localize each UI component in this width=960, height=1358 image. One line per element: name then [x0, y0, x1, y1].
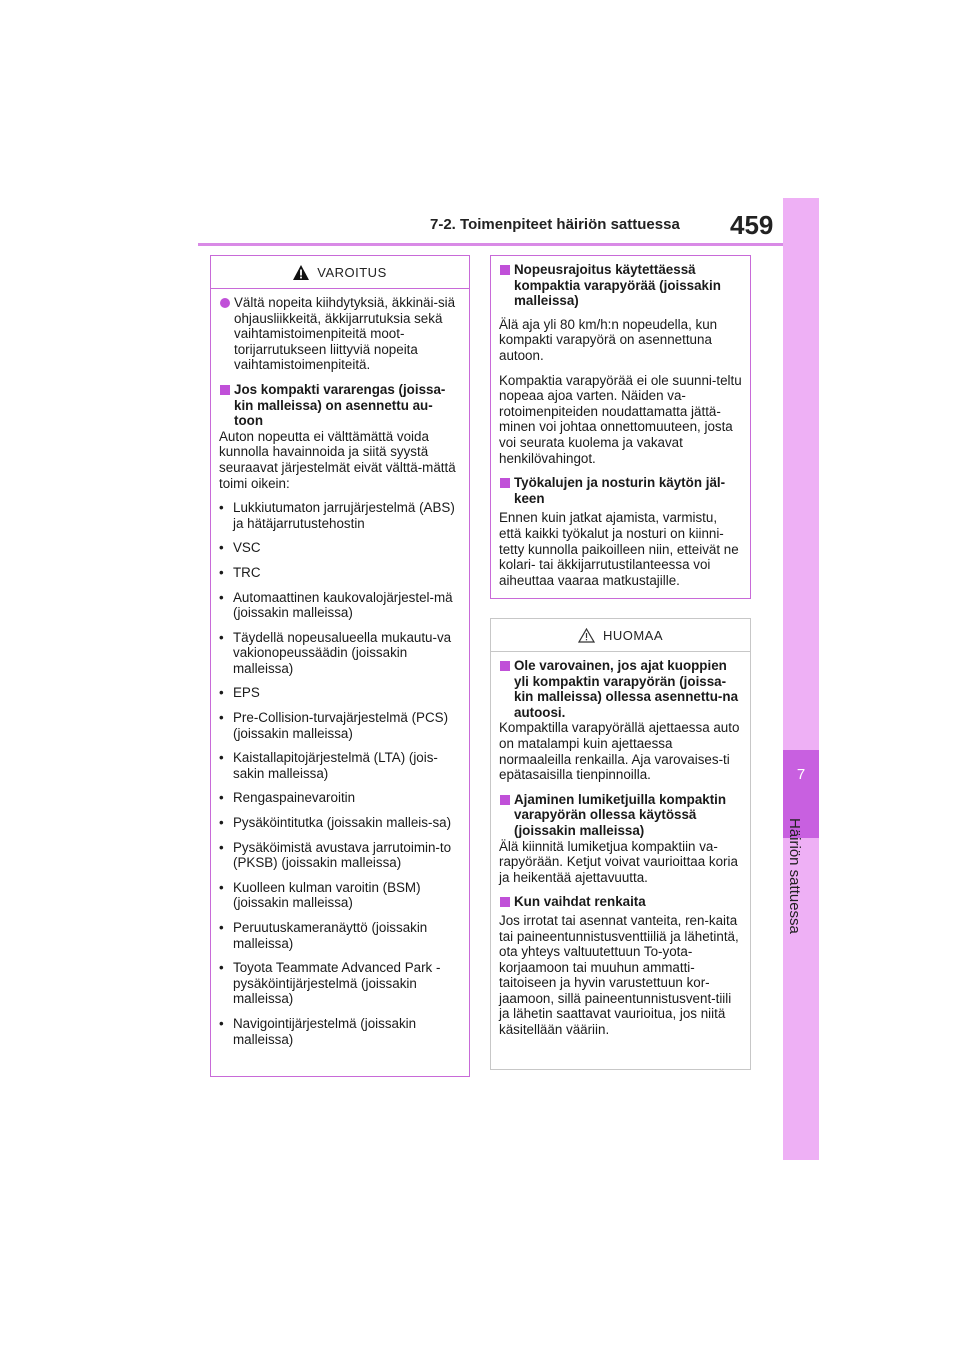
tools-heading: Työkalujen ja nosturin käytön jäl-keen: [499, 475, 742, 506]
list-item: • Navigointijärjestelmä (joissakin malleissa): [219, 1015, 417, 1047]
speed-text-a: Älä aja yli 80 km/h:n nopeudella, kun kompakti varapyörä on asennettuna autoon.: [499, 316, 718, 363]
square-bullet-icon: [500, 478, 510, 488]
header-rule: [198, 243, 783, 246]
list-item: • Pre-Collision-turvajärjestelmä (PCS) (joissakin malleissa): [219, 710, 449, 741]
chains-heading: Ajaminen lumiketjuilla kompaktin varapyörän ollessa käytössä (joissakin malleissa): [499, 792, 742, 839]
speed-text-b: Kompaktia varapyörää ei ole suunni-teltu nopeaa ajoa varten. Näiden va-rotoimenpiteiden noudattamatta jättä-minen voi johtaa onnettomuuteen, josta voi seurata kuolema ja vakavat henkilövahingot.: [499, 372, 742, 466]
warning-box: [210, 255, 470, 1077]
chapter-number: 7: [796, 766, 806, 783]
tire-change-heading: Kun vaihdat renkaita: [499, 894, 742, 910]
notice-box: [490, 618, 751, 1070]
speed-limit-box: [490, 255, 751, 599]
list-item: • VSC: [219, 540, 261, 556]
bumps-text: Kompaktilla varapyörällä ajettaessa auto on matalampi kuin ajettaessa normaaleilla renkailla. Aja varovaises-ti epätasaisilla tienpinnoilla.: [499, 720, 740, 783]
warning-title: VAROITUS: [317, 264, 387, 280]
list-item: • EPS: [219, 685, 260, 701]
square-bullet-icon: [500, 265, 510, 275]
warning-intro: [219, 295, 461, 373]
warning-header: [211, 256, 469, 289]
notice-triangle-icon: [578, 628, 595, 643]
warning-section-heading: Jos kompakti vararengas (joissa-kin malleissa) on asennettu au-toon: [219, 382, 461, 429]
list-item: • Kaistallapitojärjestelmä (LTA) (jois-sakin malleissa): [219, 750, 438, 781]
list-item: • Pysäköintitutka (joissakin malleis-sa): [219, 815, 452, 831]
page-number: 459: [730, 210, 774, 240]
list-item: • Rengaspainevaroitin: [219, 790, 356, 806]
square-bullet-icon: [500, 795, 510, 805]
list-item: • Peruutuskameranäyttö (joissakin malleissa): [219, 920, 428, 951]
chains-text: Älä kiinnitä lumiketjua kompaktiin va-rapyörään. Ketjut voivat vaurioittaa koria ja heikentää ajettavuutta.: [499, 838, 738, 885]
bullet-dot-icon: [220, 298, 230, 308]
chapter-name: Häiriön sattuessa: [786, 818, 803, 934]
notice-header: [491, 619, 750, 652]
system-list: [219, 500, 461, 1047]
chapter-side-tab: [783, 198, 819, 1160]
tire-change-text: Jos irrotat tai asennat vanteita, ren-kaita tai paineentunnistusventtiiliä ja lähetintä, ota yhteys valtuutettuun To-yota-korjaamoon tai muuhun ammatti-taitoiseen ja hyvin varustettuun kor-jaamoon, sillä paineentunnistusvent-tiili ja lähetin saattavat vaurioitua, jos niitä käsitellään vääriin.: [499, 912, 739, 1038]
list-item: • Kuolleen kulman varoitin (BSM) (joissakin malleissa): [219, 879, 421, 911]
list-item: • Toyota Teammate Advanced Park -pysäköintijärjestelmä (joissakin malleissa): [219, 960, 441, 1007]
speed-heading: Nopeusrajoitus käytettäessä kompaktia varapyörää (joissakin malleissa): [499, 262, 742, 309]
list-item: • Lukkiutumaton jarrujärjestelmä (ABS) ja hätäjarrutustehostin: [219, 500, 455, 531]
square-bullet-icon: [220, 385, 230, 395]
warning-section-text: Auton nopeutta ei välttämättä voida kunnolla havainnoida ja siitä syystä seuraavat järjestelmät eivät välttä-mättä toimi oikein:: [219, 428, 456, 491]
tools-text: Ennen kuin jatkat ajamista, varmistu, että kaikki työkalut ja nosturi on kiinni-tetty kunnolla paikoilleen niin, etteivät ne kolari- tai äkkijarrutustilanteessa voi aiheuttaa vaaraa matkustajille.: [499, 510, 739, 588]
list-item: • Automaattinen kaukovalojärjestel-mä (joissakin malleissa): [219, 589, 453, 621]
notice-title: HUOMAA: [602, 627, 664, 643]
bumps-heading: Ole varovainen, jos ajat kuoppien yli kompaktin varapyörän (joissa-kin malleissa) ollessa asennettu-na autoosi.: [499, 658, 742, 720]
warning-triangle-icon: [293, 265, 309, 280]
list-item: • TRC: [219, 564, 261, 580]
section-title: 7-2. Toimenpiteet häiriön sattuessa: [430, 216, 680, 233]
warning-intro-text: Vältä nopeita kiihdytyksiä, äkkinäi-siä ohjausliikkeitä, äkkijarrutuksia sekä vaihtamistoimenpiteitä moot-torijarrutukseen liittyviä nopeita vaihtamistoimenpiteitä.: [234, 295, 456, 373]
list-item: • Pysäköimistä avustava jarrutoimin-to (PKSB) (joissakin malleissa): [219, 839, 452, 871]
square-bullet-icon: [500, 897, 510, 907]
list-item: • Täydellä nopeusalueella mukautu-va vakionopeussäädin (joissakin malleissa): [219, 629, 452, 676]
square-bullet-icon: [500, 661, 510, 671]
